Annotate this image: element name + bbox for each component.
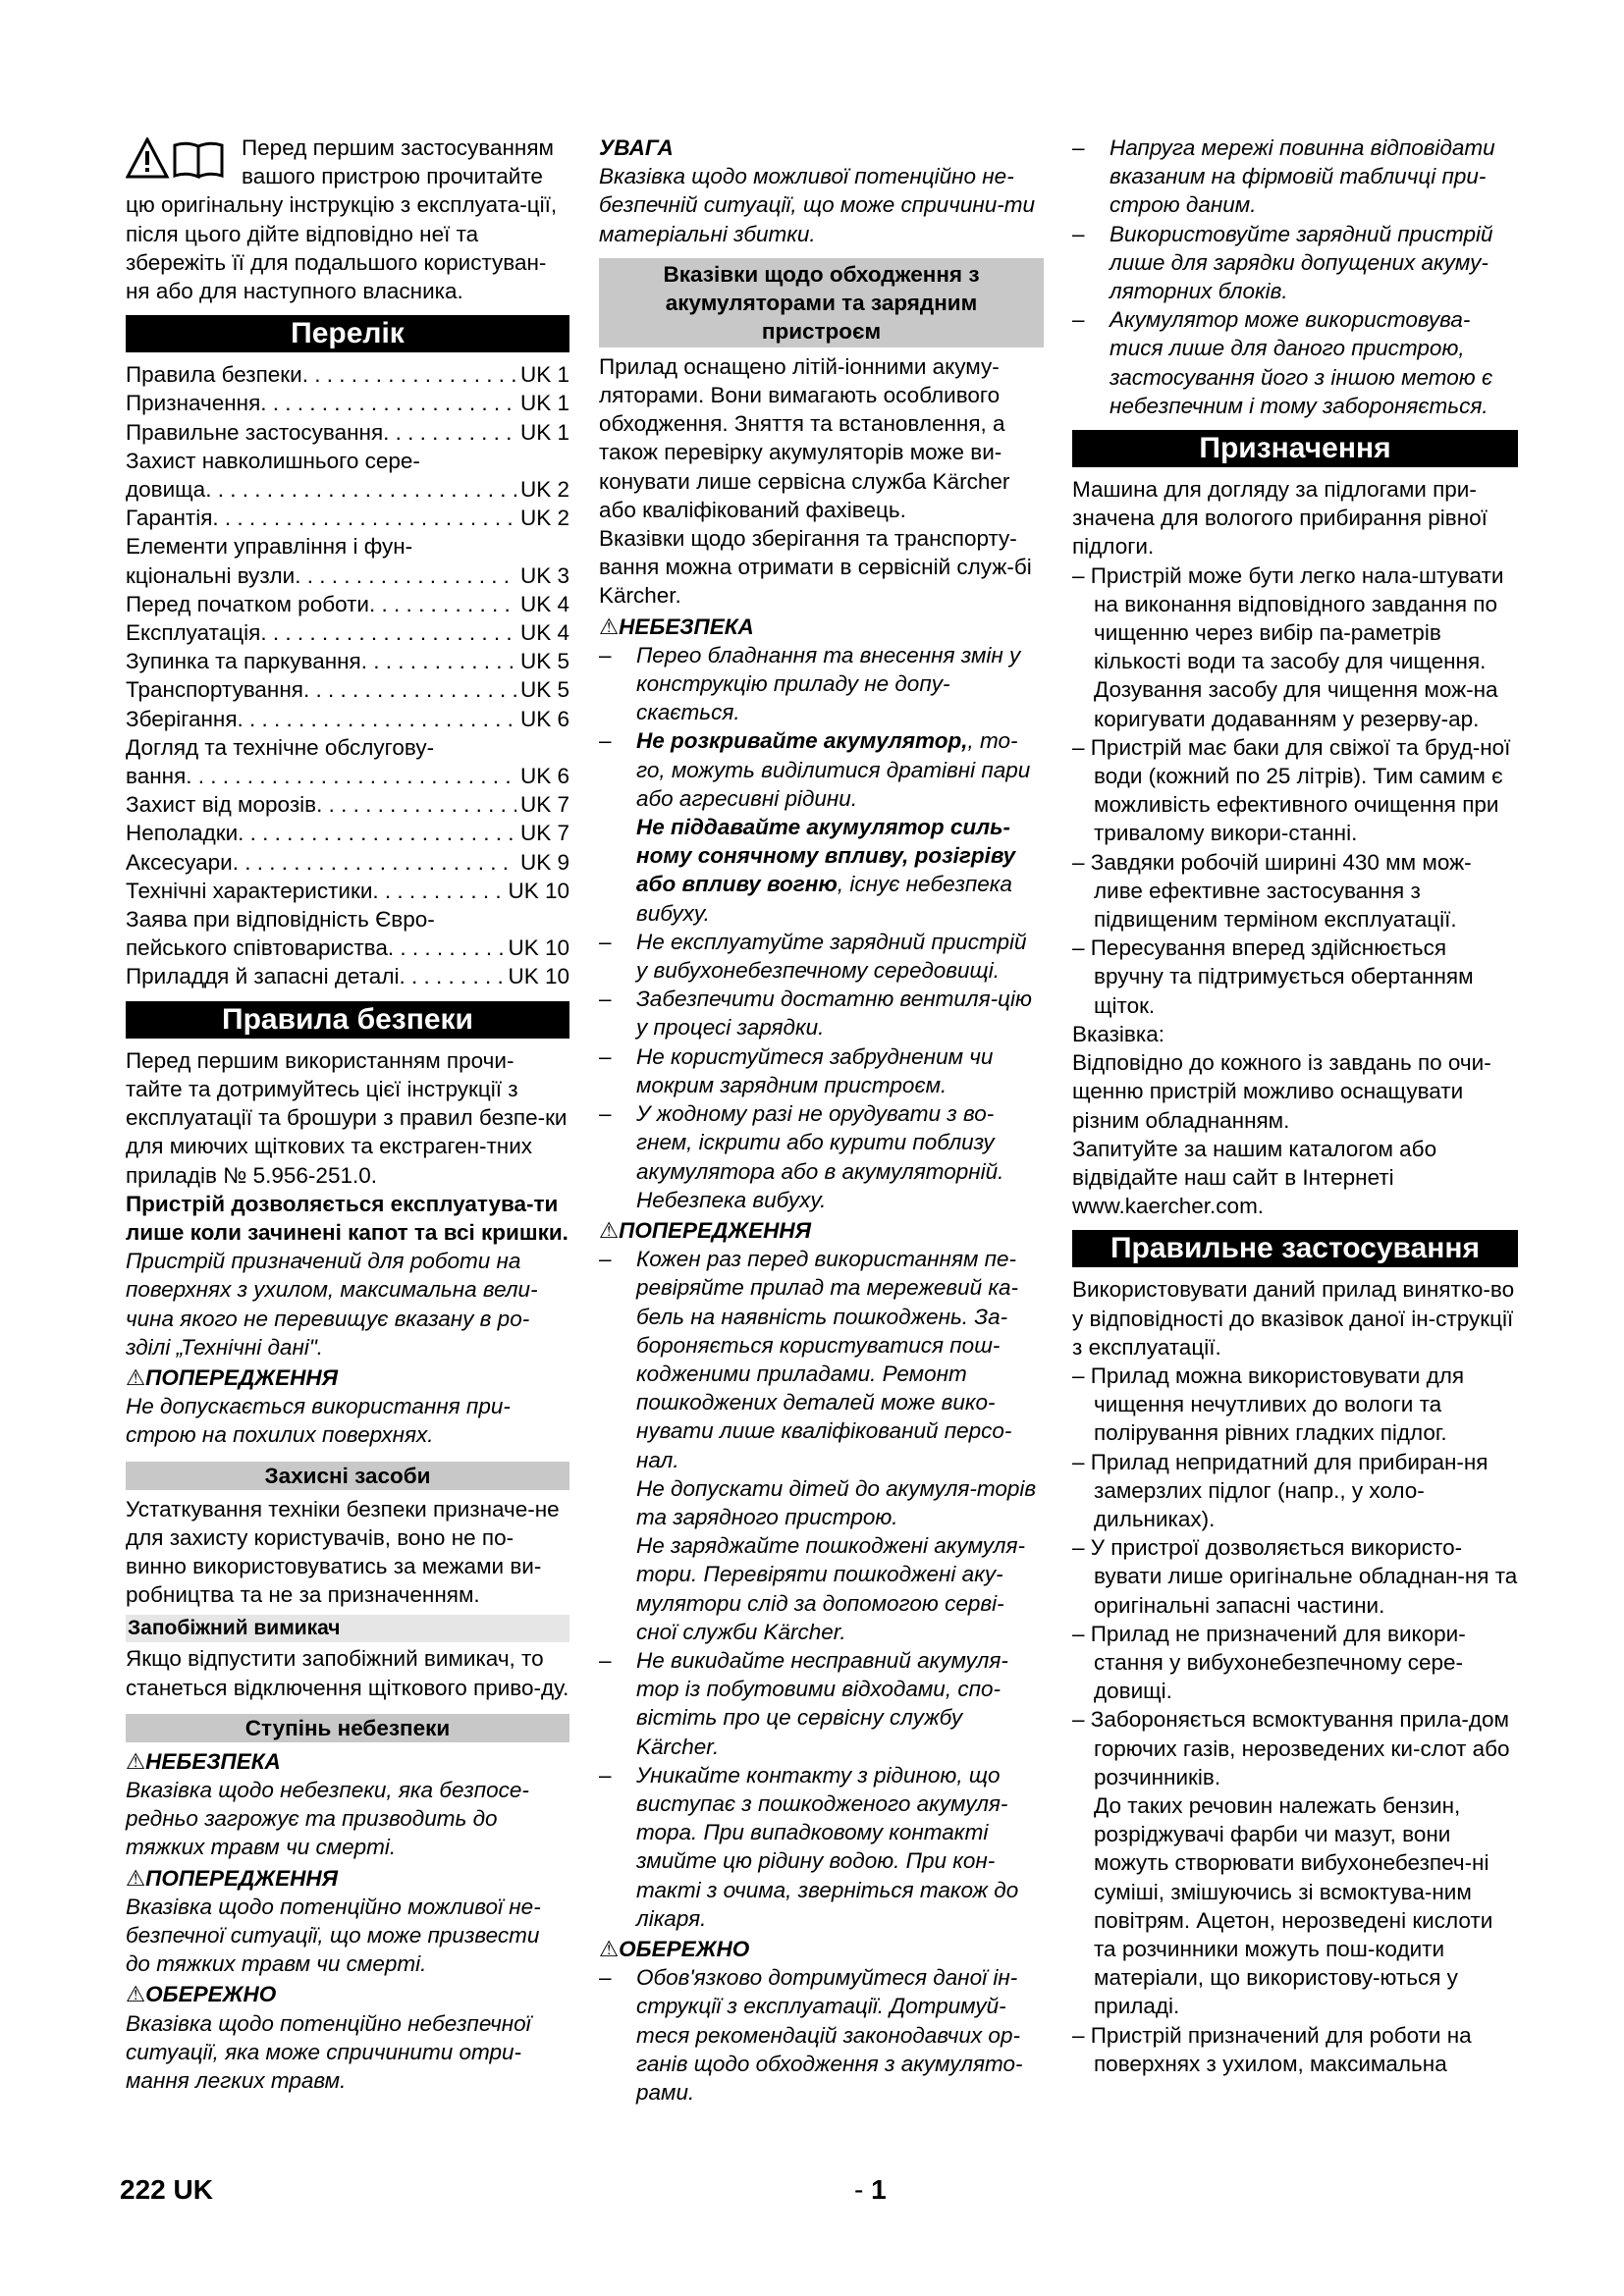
- list-text: Не викидайте несправний акумуля-тор із побутовими відходами, спо-віcтіть про це сервісну службу Kärcher.: [636, 1647, 1008, 1759]
- list-text: Використовуйте зарядний пристрій лише для зарядки допущених акуму-ляторних блоків.: [1110, 221, 1493, 304]
- list-item: До таких речовин належать бензин, розріджувачі фарби чи мазут, вони можуть створювати вибухонебезпеч-ні суміші, змішуючись зі всмоктува-ним повітрям. Ацетон, нерозведені кислоти та розчинники можуть пош-кодити матеріали, що використову-ються у приладі.: [1094, 1792, 1493, 2019]
- list-text: [636, 641, 1044, 727]
- page-number-center: [854, 2174, 887, 2206]
- toc-leader: [260, 618, 516, 647]
- toc-label: Зберігання: [126, 706, 238, 731]
- toc-page: UK 1: [519, 391, 569, 416]
- toc-leader: [369, 590, 516, 618]
- toc-row: [126, 733, 569, 762]
- list-text-part: Не піддавайте акумулятор силь-ному сонячному впливу, розігріву або впливу вогню: [636, 815, 1016, 897]
- toc-row: [126, 561, 569, 590]
- toc-label: Призначення: [126, 391, 261, 416]
- list-text-part: , існує небезпека вибуху.: [636, 872, 1012, 926]
- attention-text: Вказівка щодо можливої потенційно не-безпечній ситуації, що може спричини-ти матеріальні збитки.: [599, 164, 1036, 246]
- toc-label: Приладдя й запасні деталі: [126, 964, 400, 989]
- toc-label: Захист навколишнього сере-: [126, 448, 420, 473]
- toc-label: довища: [126, 477, 206, 503]
- caution-level-heading: ⚠ОБЕРЕЖНО: [126, 1982, 277, 2007]
- list-item: [599, 985, 1044, 1041]
- list-item: [1072, 305, 1518, 420]
- toc-page: UK 2: [519, 477, 569, 503]
- list-item: – Пересування вперед здійснюється вручну та підтримується обертанням щіток.: [1072, 935, 1474, 1018]
- list-dash: –: [599, 1101, 612, 1127]
- list-text-part: Не користуйтеся забрудненим чи мокрим зарядним пристроєм.: [636, 1043, 994, 1097]
- list-dash: –: [599, 728, 612, 754]
- toc-leader: [316, 790, 516, 819]
- toc-row: [126, 360, 569, 389]
- safety-bold-note: Пристрій дозволяється експлуатува-ти лише коли зачинені капот та всі кришки.: [126, 1191, 568, 1245]
- toc-label: Елементи управління і фун-: [126, 534, 413, 560]
- list-text: [636, 985, 1044, 1041]
- list-dash: –: [1072, 307, 1085, 333]
- toc-page: UK 1: [519, 419, 569, 445]
- note-text: Відповідно до кожного із завдань по очи-щенню пристрій можливо оснащувати різним обладнанням.: [1072, 1050, 1491, 1133]
- list-dash: –: [599, 1965, 612, 1991]
- toc-page: UK 1: [519, 362, 569, 388]
- list-text-part: Забезпечити достатню вентиля-цію у процесі зарядки.: [636, 987, 1032, 1041]
- toc-row: [126, 447, 569, 475]
- toc-leader: [260, 389, 516, 417]
- list-item: [599, 928, 1044, 985]
- battery-caution-heading: ⚠ОБЕРЕЖНО: [599, 1936, 750, 1961]
- toc-label: кціональні вузли: [126, 562, 296, 588]
- protective-devices-text: Устаткування техніки безпеки призначе-не для захисту користувачів, воно не по-винно використовуватись за межами ви-робництва та не за призначенням.: [126, 1496, 560, 1608]
- danger-level-heading: ⚠НЕБЕЗПЕКА: [126, 1748, 281, 1774]
- list-text: [636, 813, 1044, 928]
- warning-level-heading: ⚠ПОПЕРЕДЖЕННЯ: [126, 1865, 339, 1891]
- protective-devices-title: Захисні засоби: [126, 1462, 569, 1490]
- list-item: – У пристрої дозволяється використо-вувати лише оригінальне обладнан-ня та оригінальні запасні частини.: [1072, 1535, 1518, 1618]
- list-item: [599, 1761, 1044, 1933]
- toc-leader: [361, 647, 516, 675]
- list-text-part: Не розкривайте акумулятор,: [636, 728, 968, 754]
- toc-row: [126, 418, 569, 447]
- toc-page: UK 3: [519, 562, 569, 588]
- list-dash: –: [599, 987, 612, 1012]
- toc-row: [126, 905, 569, 934]
- battery-paragraph-2: Вказівки щодо зберігання та транспорту-вання можна отримати в сервісній служ-бі Kärcher.: [599, 526, 1032, 609]
- toc-leader: [205, 475, 516, 504]
- toc-leader: [238, 705, 516, 733]
- toc-page: UK 4: [519, 591, 569, 616]
- page-prefix: -: [854, 2174, 872, 2205]
- list-text: Напруга мережі повинна відповідати вказаним на фірмовій табличці при-строю даним.: [1110, 135, 1495, 218]
- list-text: Уникайте контакту з рідиною, що виступає з пошкодженого акумуля-тора. При випадковому контакті змийте цю рідину водою. При кон-такті з очима, зверніться також до лікаря.: [636, 1762, 1019, 1931]
- list-item: [599, 1963, 1044, 2107]
- list-item: [599, 1245, 1044, 1474]
- toc-row: [126, 848, 569, 877]
- warning-text: Не допускається використання при-строю на похилих поверхнях.: [126, 1394, 511, 1448]
- list-text: Не заряджайте пошкоджені акумуля-тори. Перевіряти пошкоджені аку-мулятори слід за допомогою серві-сної служби Kärcher.: [636, 1533, 1025, 1644]
- page-number-left: 222 UK: [120, 2174, 213, 2205]
- battery-danger-heading: ⚠НЕБЕЗПЕКА: [599, 614, 754, 639]
- toc-label: Транспортування: [126, 677, 303, 703]
- toc-row: [126, 504, 569, 532]
- safety-slope-note: Пристрій призначений для роботи на поверхнях з ухилом, максимальна вели-чина якого не перевищує вказану в ро-зділі „Технічні дані".: [126, 1249, 538, 1360]
- toc-row: [126, 705, 569, 733]
- battery-danger-list: [599, 641, 1044, 1214]
- purpose-paragraph: Машина для догляду за підлогами при-значена для вологого прибирання рівної підлоги.: [1072, 477, 1488, 560]
- list-item: [599, 813, 1044, 928]
- list-item: [599, 726, 1044, 813]
- toc-leader: [399, 962, 504, 990]
- toc-label: Технічні характеристики: [126, 878, 373, 903]
- toc-leader: [238, 819, 516, 847]
- toc-leader: [233, 848, 516, 877]
- list-item: – Прилад можна використовувати для чищення нечутливих до вологи та полірування рівних гладких підлог.: [1072, 1362, 1465, 1446]
- toc-row: [126, 532, 569, 561]
- toc-label: вання: [126, 764, 187, 789]
- toc-page: UK 5: [519, 677, 569, 703]
- toc-page: UK 4: [519, 620, 569, 646]
- list-text-part: Не експлуатуйте зарядний пристрій у вибухонебезпечному середовищі.: [636, 929, 1027, 984]
- proper-use-list: [1072, 1362, 1518, 2078]
- toc-label: Експлуатація: [126, 620, 261, 646]
- toc-label: Аксесуари: [126, 849, 233, 875]
- list-text: Обов'язково дотримуйтеся даної ін-струкції з експлуатації. Дотримуй-теся рекомендацій законодавчих ор-ганів щодо обходження з акумулято-рами.: [636, 1965, 1023, 2105]
- column-2: [599, 133, 1044, 2107]
- toc-page: UK 10: [508, 964, 569, 989]
- toc-label: Перед початком роботи: [126, 591, 369, 616]
- purpose-title: Призначення: [1072, 430, 1518, 467]
- list-item: [1072, 133, 1518, 220]
- toc-row: [126, 762, 569, 790]
- list-item: [599, 1646, 1044, 1761]
- list-item: [599, 641, 1044, 727]
- list-text: [636, 928, 1044, 985]
- proper-use-title: Правильне застосування: [1072, 1230, 1518, 1267]
- list-item: – Пристрій призначений для роботи на поверхнях з ухилом, максимальна: [1072, 2022, 1472, 2076]
- list-item: – Пристрій може бути легко нала-штувати на виконання відповідного завдання по чищенню через вибір па-раметрів кількості води та засобу для чищення.: [1072, 562, 1504, 674]
- toc-label: Правильне застосування: [126, 419, 384, 445]
- battery-warning-list: [599, 1245, 1044, 1933]
- toc-leader: [303, 675, 516, 704]
- toc-leader: [383, 418, 516, 447]
- toc-row: [126, 934, 569, 962]
- list-dash: –: [599, 929, 612, 954]
- toc-page: UK 6: [519, 764, 569, 789]
- danger-level-text: Вказівка щодо небезпеки, яка безпосе-редньо загрожує та призводить до тяжких травм чи смерті.: [126, 1777, 529, 1860]
- table-of-contents: [126, 360, 569, 990]
- catalog-text: Запитуйте за нашим каталогом або відвідайте наш сайт в Інтернеті www.kaercher.com.: [1072, 1136, 1437, 1219]
- intro-text: Перед першим застосуванням вашого пристрою прочитайте цю оригінальну інструкцію з експлуата-ції, після цього дійте відповідно неї та збережіть її для подальшого користуван-ня або для наступного власника.: [126, 135, 558, 304]
- list-item: [599, 1099, 1044, 1214]
- list-dash: [599, 1531, 636, 1646]
- list-dash: –: [1072, 221, 1085, 246]
- column-3: [1072, 133, 1518, 2078]
- list-text: Не допускати дітей до акумуля-торів та зарядного пристрою.: [636, 1475, 1037, 1529]
- list-dash: –: [599, 642, 612, 667]
- toc-label: Догляд та технічне обслугову-: [126, 734, 435, 760]
- list-text-part: У жодному разі не орудувати з во-гнем, іскрити або курити поблизу акумулятора або в акумуляторній. Небезпека вибуху.: [636, 1101, 1004, 1212]
- toc-label: Гарантія: [126, 506, 213, 531]
- toc-row: [126, 647, 569, 675]
- list-dash: –: [599, 1762, 612, 1788]
- toc-leader: [302, 360, 516, 389]
- toc-leader: [295, 561, 516, 590]
- toc-row: [126, 618, 569, 647]
- toc-row: [126, 819, 569, 847]
- list-item: – Прилад непридатний для прибиран-ня замерзлих підлог (напр., у холо-дильниках).: [1072, 1449, 1489, 1531]
- toc-page: UK 2: [519, 506, 569, 531]
- toc-leader: [372, 877, 504, 905]
- warning-manual-icon: [126, 137, 234, 181]
- column-1: [126, 133, 569, 2095]
- list-item: – Завдяки робочій ширині 430 мм мож-ливе ефективне застосування з підвищеним терміном експлуатації.: [1072, 849, 1472, 933]
- list-text: [636, 1042, 1044, 1099]
- toc-row: [126, 877, 569, 905]
- list-dash: [599, 813, 636, 928]
- toc-row: [126, 389, 569, 417]
- purpose-list: [1072, 561, 1518, 1020]
- list-dash: –: [599, 1647, 612, 1673]
- battery-paragraph-1: Прилад оснащено літій-іонними акуму-ляторами. Вони вимагають особливого обходження. Зняття та встановлення, а також перевірку акумуляторів може ви-конувати лише сервісна служба Kärcher або кваліфікований фахівець.: [599, 353, 1010, 522]
- list-item: [1072, 220, 1518, 306]
- toc-label: Правила безпеки: [126, 362, 302, 388]
- proper-use-paragraph: Використовувати даний прилад винятко-во у відповідності до вказівок даної ін-струкції з експлуатації.: [1072, 1277, 1515, 1360]
- safety-title: Правила безпеки: [126, 1001, 569, 1039]
- toc-page: UK 10: [508, 935, 569, 961]
- page-num: 1: [871, 2174, 887, 2205]
- safety-switch-text: Якщо відпустити запобіжний вимикач, то станеться відключення щіткового приво-ду.: [126, 1646, 569, 1700]
- toc-page: UK 5: [519, 649, 569, 674]
- list-item: – Прилад не призначений для викори-стання у вибухонебезпечному сере-довищі.: [1072, 1621, 1466, 1704]
- list-dash: –: [599, 1043, 612, 1069]
- safety-paragraph: Перед першим використанням прочи-тайте та дотримуйтесь цієї інструкції з експлуатації та брошури з правил безпе-ки для миючих щіткових та екстраген-тних приладів № 5.956-251.0.: [126, 1047, 568, 1188]
- battery-warning-heading: ⚠ПОПЕРЕДЖЕННЯ: [599, 1217, 812, 1243]
- list-item: [599, 1474, 1044, 1531]
- list-item: Дозування засобу для чищення мож-на коригувати додаванням у резерву-ар.: [1094, 677, 1498, 731]
- toc-page: UK 9: [519, 849, 569, 875]
- battery-handling-title: Вказівки щодо обходження з акумуляторами та зарядним пристроєм: [599, 258, 1044, 347]
- list-dash: –: [1072, 135, 1085, 160]
- list-text-part: , то-го, можуть виділитися дратівні пари або агресивні рідини.: [636, 728, 1031, 811]
- list-dash: –: [599, 1247, 612, 1272]
- battery-caution-list: [599, 1963, 1044, 2107]
- toc-page: UK 7: [519, 821, 569, 846]
- toc-row: [126, 675, 569, 704]
- toc-label: Захист від морозів: [126, 792, 317, 818]
- list-item: [599, 1042, 1044, 1099]
- toc-page: UK 7: [519, 792, 569, 818]
- toc-leader: [212, 504, 516, 532]
- list-dash: [599, 1474, 636, 1531]
- warning-heading: ⚠ПОПЕРЕДЖЕННЯ: [126, 1364, 339, 1390]
- attention-heading: УВАГА: [599, 135, 674, 160]
- toc-page: UK 6: [519, 706, 569, 731]
- danger-levels-title: Ступінь небезпеки: [126, 1714, 569, 1742]
- note-label: Вказівка:: [1072, 1021, 1164, 1046]
- toc-row: [126, 962, 569, 990]
- list-item: – Забороняється всмоктування прила-дом горючих газів, нерозведених ки-слот або розчинників.: [1072, 1707, 1510, 1789]
- toc-leader: [388, 934, 505, 962]
- toc-page: UK 10: [508, 878, 569, 903]
- toc-row: [126, 475, 569, 504]
- list-text: [636, 726, 1044, 813]
- charger-notes-list: [1072, 133, 1518, 420]
- toc-title: Перелік: [126, 315, 569, 352]
- toc-leader: [186, 762, 516, 790]
- list-text-part: Перео бладнання та внесення змін у конструкцію приладу не допу-скається.: [636, 642, 1021, 725]
- list-text: Акумулятор може використовува-тися лише для даного пристрою, застосування його з іншою метою є небезпечним і тому забороняється.: [1110, 307, 1493, 418]
- intro-block: [126, 133, 569, 305]
- toc-label: Заява при відповідність Євро-: [126, 907, 435, 933]
- caution-level-text: Вказівка щодо потенційно небезпечної ситуації, яка може спричинити отри-мання легких травм.: [126, 2010, 531, 2093]
- toc-label: Неполадки: [126, 821, 239, 846]
- toc-label: Зупинка та паркування: [126, 649, 361, 674]
- toc-row: [126, 590, 569, 618]
- list-text: Кожен раз перед використанням пе-ревіряйте прилад та мережевий ка-бель на наявність пошкоджень. За-бороняється користуватися пош-кодженими приладами. Ремонт пошкоджених деталей може вико-нувати лише кваліфікований персо-нал.: [636, 1247, 1018, 1472]
- list-item: – Пристрій має баки для свіжої та бруд-ної води (кожний по 25 літрів). Тим самим є можливість ефективного очищення при тривалому викори-станні.: [1072, 734, 1511, 846]
- toc-label: пейського співтовариства: [126, 935, 388, 961]
- safety-switch-title: Запобіжний вимикач: [126, 1615, 569, 1642]
- list-item: [599, 1531, 1044, 1646]
- toc-row: [126, 790, 569, 819]
- list-text: [636, 1099, 1044, 1214]
- warning-level-text: Вказівка щодо потенційно можливої не-безпечної ситуації, що може призвести до тяжких травм чи смерті.: [126, 1894, 541, 1977]
